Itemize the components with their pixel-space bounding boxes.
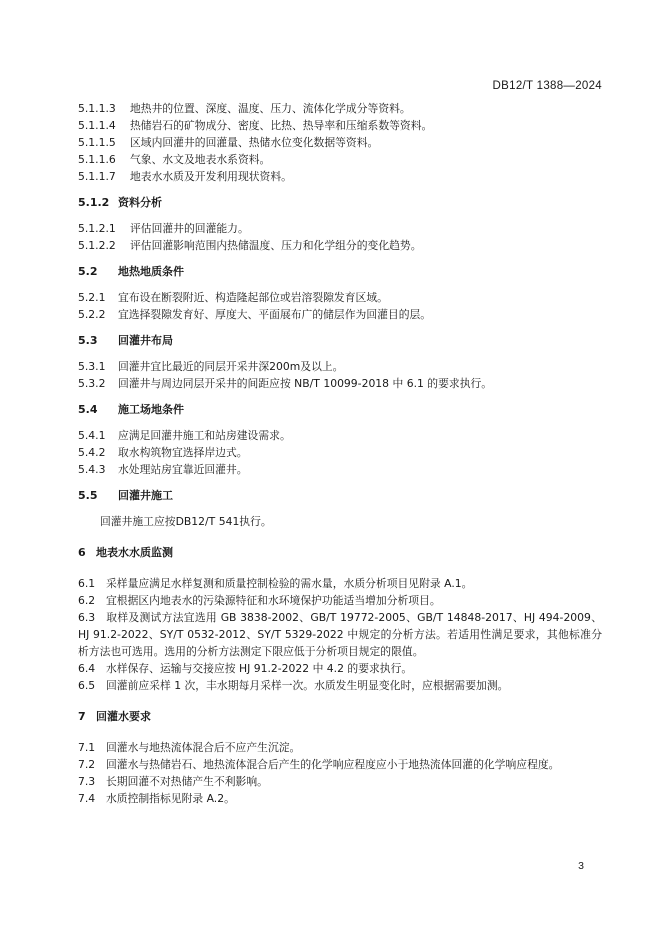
clause-5-4-3 — [78, 461, 602, 478]
clause-5-3-2 — [78, 375, 602, 392]
heading-title: 回灌井布局 — [118, 334, 173, 347]
clause-text: 宜布设在断裂附近、构造隆起部位或岩溶裂隙发育区域。 — [118, 291, 388, 304]
clause-5-1-1-5 — [78, 134, 602, 151]
clause-5-4-2 — [78, 444, 602, 461]
clause-text: 宜根据区内地表水的污染源特征和水环境保护功能适当增加分析项目。 — [106, 594, 441, 607]
clause-text: 回灌井与周边同层开采井的间距应按 NB/T 10099-2018 中 6.1 的要求执行。 — [118, 377, 493, 390]
clause-text: 宜选择裂隙发育好、厚度大、平面展布广的储层作为回灌目的层。 — [118, 308, 432, 321]
clause-number: 6.5 — [78, 679, 96, 692]
document-id-header: DB12/T 1388—2024 — [492, 80, 602, 92]
chapter-number: 7 — [78, 710, 86, 723]
heading-title: 回灌井施工 — [118, 489, 173, 502]
clause-5-3-1 — [78, 358, 602, 375]
clause-text: 区域内回灌井的回灌量、热储水位变化数据等资料。 — [130, 136, 379, 149]
clause-text: 采样量应满足水样复测和质量控制检验的需水量，水质分析项目见附录 A.1。 — [106, 577, 473, 590]
clause-number: 7.4 — [78, 792, 96, 805]
clause-text: 长期回灌不对热储产生不利影响。 — [106, 775, 268, 788]
clause-text: 水样保存、运输与交接应按 HJ 91.2-2022 中 4.2 的要求执行。 — [106, 662, 413, 675]
clause-text: 评估回灌影响范围内热储温度、压力和化学组分的变化趋势。 — [130, 239, 422, 252]
clause-number: 6.1 — [78, 577, 96, 590]
chapter-number: 6 — [78, 546, 86, 559]
heading-5-1-2 — [78, 194, 602, 211]
clause-7-2 — [78, 756, 602, 773]
clause-text: 回灌水与热储岩石、地热流体混合后产生的化学响应程度应小于地热流体回灌的化学响应程度。 — [106, 758, 560, 771]
clause-text: 地热井的位置、深度、温度、压力、流体化学成分等资料。 — [130, 102, 411, 115]
clause-number: 5.1.1.7 — [78, 170, 116, 183]
clause-number: 5.4.3 — [78, 463, 106, 476]
clause-6-1 — [78, 575, 602, 592]
clause-number: 5.3.2 — [78, 377, 106, 390]
clause-number: 6.3 — [78, 611, 96, 624]
clause-5-1-1-7 — [78, 168, 602, 185]
clause-number: 5.1.1.4 — [78, 119, 116, 132]
heading-number: 5.4 — [78, 403, 98, 416]
paragraph-5-5: 回灌井施工应按DB12/T 541执行。 — [100, 515, 272, 528]
clause-5-2-2 — [78, 306, 602, 323]
clause-5-4-1 — [78, 427, 602, 444]
clause-6-5 — [78, 677, 602, 694]
heading-5-3 — [78, 332, 602, 349]
clause-text: 地表水水质及开发利用现状资料。 — [130, 170, 292, 183]
heading-title: 施工场地条件 — [118, 403, 184, 416]
clause-text: 取样及测试方法宜选用 GB 3838-2002、GB/T 19772-2005、GB/T 14848-2017、HJ 494-2009、HJ 91.2-2022、SY/T 0532-2012、SY/T 5329-2022 中规定的分析方法。若适用性满足要求，其他标准分析方法也可选用。选用的分析方法测定下限应低于分析项目规定的限值。 — [78, 611, 602, 658]
clause-5-1-2-2 — [78, 237, 602, 254]
clause-number: 5.1.2.2 — [78, 239, 116, 252]
clause-7-4 — [78, 790, 602, 807]
heading-number: 5.3 — [78, 334, 98, 347]
clause-number: 5.1.2.1 — [78, 222, 116, 235]
clause-number: 5.1.1.6 — [78, 153, 116, 166]
clause-number: 7.3 — [78, 775, 96, 788]
heading-5-4 — [78, 401, 602, 418]
clause-text: 取水构筑物宜选择岸边式。 — [118, 446, 248, 459]
clause-number: 7.1 — [78, 741, 96, 754]
clause-6-2 — [78, 592, 602, 609]
clause-number: 5.4.1 — [78, 429, 106, 442]
chapter-6-heading — [78, 544, 602, 561]
heading-number: 5.1.2 — [78, 196, 110, 209]
clause-number: 5.1.1.5 — [78, 136, 116, 149]
clause-5-1-2-1 — [78, 220, 602, 237]
clause-number: 7.2 — [78, 758, 96, 771]
clause-text: 气象、水文及地表水系资料。 — [130, 153, 271, 166]
clause-number: 5.2.1 — [78, 291, 106, 304]
chapter-title: 回灌水要求 — [96, 710, 151, 723]
clause-number: 5.4.2 — [78, 446, 106, 459]
chapter-title: 地表水水质监测 — [96, 546, 173, 559]
heading-title: 资料分析 — [118, 196, 162, 209]
clause-text: 应满足回灌井施工和站房建设需求。 — [118, 429, 291, 442]
clause-text: 水处理站房宜靠近回灌井。 — [118, 463, 248, 476]
clause-text: 水质控制指标见附录 A.2。 — [106, 792, 235, 805]
clause-6-3 — [78, 609, 602, 660]
clause-7-3 — [78, 773, 602, 790]
clause-7-1 — [78, 739, 602, 756]
clause-number: 6.2 — [78, 594, 96, 607]
clause-5-1-1-3 — [78, 100, 602, 117]
clause-text: 回灌前应采样 1 次，丰水期每月采样一次。水质发生明显变化时，应根据需要加测。 — [106, 679, 509, 692]
clause-text: 热储岩石的矿物成分、密度、比热、热导率和压缩系数等资料。 — [130, 119, 433, 132]
heading-number: 5.2 — [78, 265, 98, 278]
clause-5-1-1-4 — [78, 117, 602, 134]
clause-text: 回灌井宜比最近的同层开采井深200m及以上。 — [118, 360, 344, 373]
clause-5-1-1-6 — [78, 151, 602, 168]
page-body — [78, 100, 602, 807]
clause-number: 5.1.1.3 — [78, 102, 116, 115]
clause-text: 回灌水与地热流体混合后不应产生沉淀。 — [106, 741, 301, 754]
clause-number: 5.2.2 — [78, 308, 106, 321]
chapter-7-heading — [78, 708, 602, 725]
heading-5-2 — [78, 263, 602, 280]
heading-title: 地热地质条件 — [118, 265, 184, 278]
clause-6-4 — [78, 660, 602, 677]
page-number: 3 — [578, 860, 584, 872]
clause-number: 5.3.1 — [78, 360, 106, 373]
clause-text: 评估回灌井的回灌能力。 — [130, 222, 249, 235]
heading-5-5 — [78, 487, 602, 504]
clause-number: 6.4 — [78, 662, 96, 675]
clause-5-2-1 — [78, 289, 602, 306]
heading-number: 5.5 — [78, 489, 98, 502]
